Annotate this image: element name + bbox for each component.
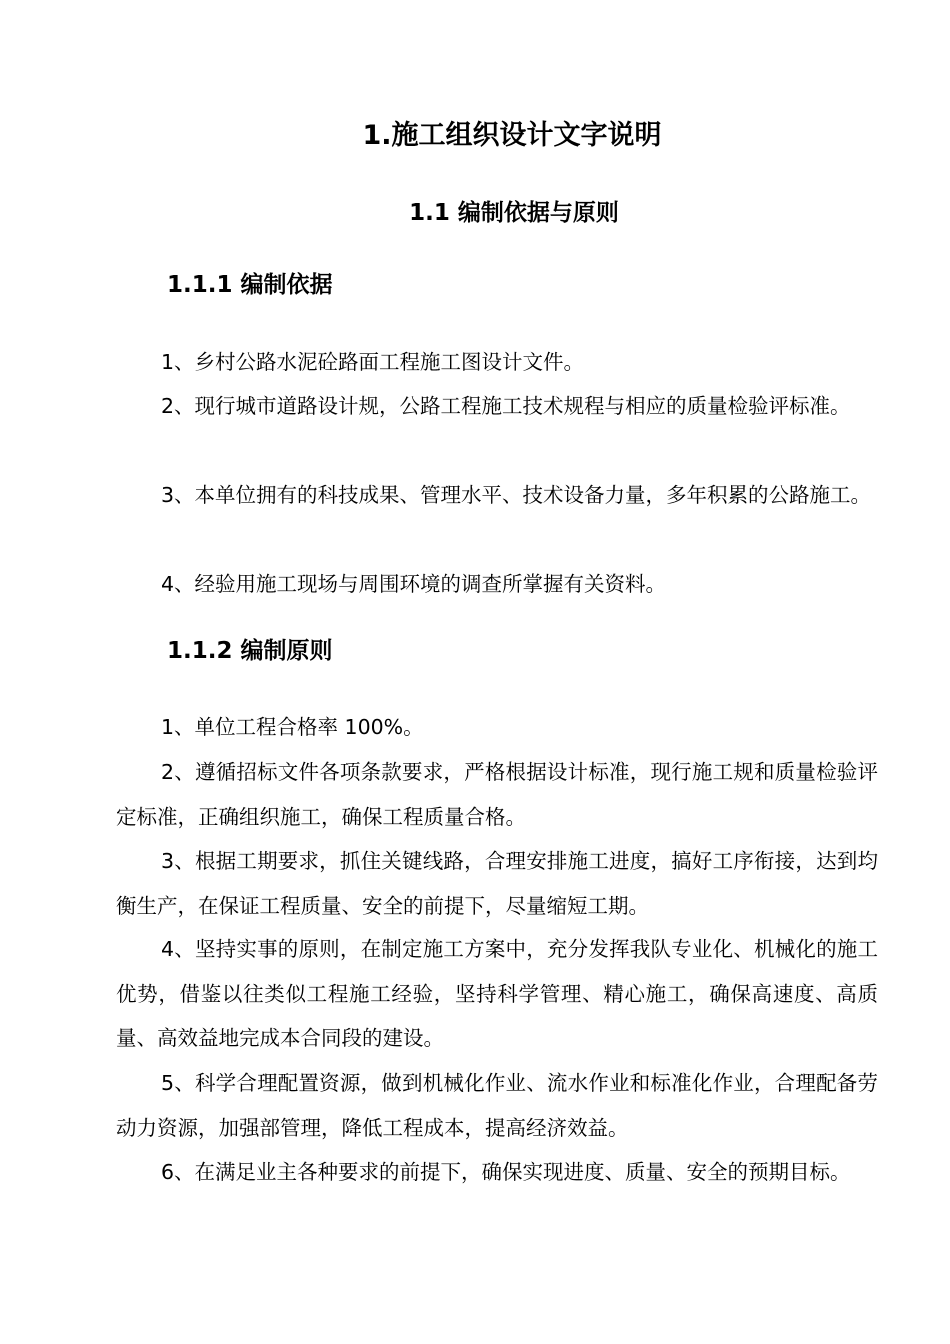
basis-item-2: 2、现行城市道路设计规，公路工程施工技术规程与相应的质量检验评标准。	[161, 394, 851, 418]
section-heading: 1.1 编制依据与原则	[409, 200, 619, 226]
basis-item-4: 4、经验用施工现场与周围环境的调查所掌握有关资料。	[161, 572, 667, 596]
principle-item-6: 6、在满足业主各种要求的前提下，确保实现进度、质量、安全的预期目标。	[161, 1160, 851, 1184]
document-title: 1.施工组织设计文字说明	[362, 120, 662, 151]
principle-item-1: 1、单位工程合格率 100%。	[161, 715, 424, 739]
basis-item-1: 1、乡村公路水泥砼路面工程施工图设计文件。	[161, 350, 585, 374]
principle-item-5: 5、科学合理配置资源，做到机械化作业、流水作业和标准化作业，合理配备劳动力资源，加强部管理，降低工程成本，提高经济效益。	[116, 1071, 878, 1140]
principle-item-4: 4、坚持实事的原则，在制定施工方案中，充分发挥我队专业化、机械化的施工优势，借鉴以往类似工程施工经验，坚持科学管理、精心施工，确保高速度、高质量、高效益地完成本合同段的建设。	[116, 937, 878, 1051]
basis-heading: 1.1.1 编制依据	[167, 272, 333, 298]
principle-item-3: 3、根据工期要求，抓住关键线路，合理安排施工进度，搞好工序衔接，达到均衡生产，在保证工程质量、安全的前提下，尽量缩短工期。	[116, 849, 878, 918]
principle-item-2: 2、遵循招标文件各项条款要求，严格根据设计标准，现行施工规和质量检验评定标准，正确组织施工，确保工程质量合格。	[116, 760, 878, 829]
basis-item-3: 3、本单位拥有的科技成果、管理水平、技术设备力量，多年积累的公路施工。	[161, 483, 872, 507]
principles-heading: 1.1.2 编制原则	[167, 638, 333, 664]
